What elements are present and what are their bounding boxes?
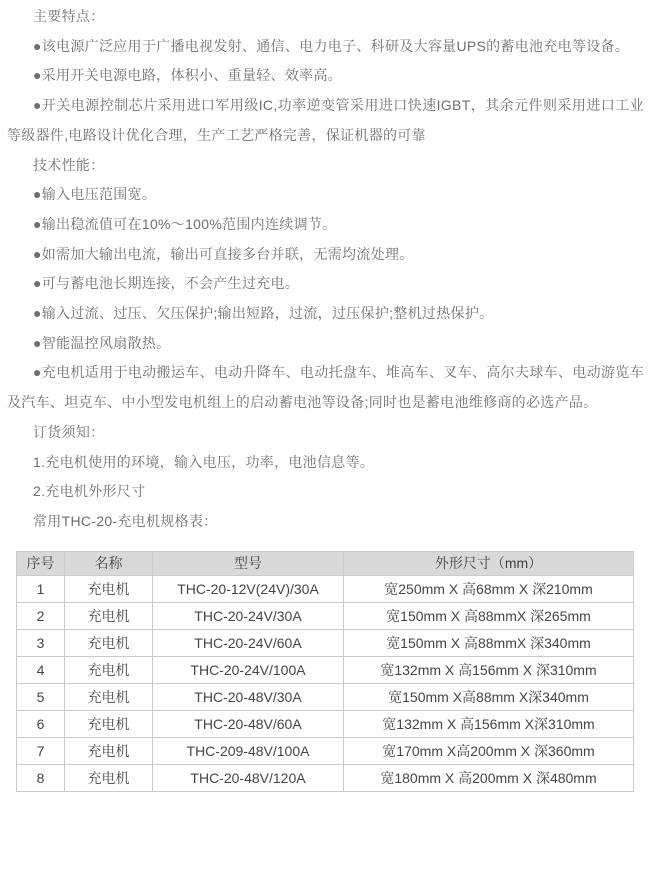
spec-table-caption: 常用THC-20-充电机规格表： <box>33 512 218 529</box>
ordering-item: 1.充电机使用的环境，输入电压，功率，电池信息等。 <box>33 453 375 470</box>
cell-size: 宽150mm X 高88mmX 深340mm <box>344 629 634 656</box>
cell-model: THC-20-48V/30A <box>153 683 344 710</box>
tech-item: ●如需加大输出电流，输出可直接多台并联，无需均流处理。 <box>33 245 414 262</box>
cell-model: THC-20-48V/60A <box>153 710 344 737</box>
cell-index: 6 <box>17 710 65 737</box>
cell-index: 5 <box>17 683 65 710</box>
heading-technical-performance: 技术性能： <box>33 156 105 173</box>
cell-index: 3 <box>17 629 65 656</box>
cell-size: 宽132mm X 高156mm X深310mm <box>344 710 634 737</box>
product-description <box>7 2 644 537</box>
cell-size: 宽132mm X 高156mm X 深310mm <box>344 656 634 683</box>
table-row <box>17 683 634 710</box>
application-item: ●充电机适用于电动搬运车、电动升降车、电动托盘车、堆高车、叉车、高尔夫球车、电动游览车及汽车、坦克车、中小型发电机组上的启动蓄电池等设备;同时也是蓄电池维修商的必选产品。 <box>7 364 644 411</box>
cell-index: 7 <box>17 737 65 764</box>
cell-name: 充电机 <box>65 629 153 656</box>
cell-model: THC-20-24V/100A <box>153 656 344 683</box>
cell-size: 宽170mm X高200mm X 深360mm <box>344 737 634 764</box>
cell-size: 宽180mm X 高200mm X 深480mm <box>344 764 634 791</box>
cell-size: 宽250mm X 高68mm X 深210mm <box>344 575 634 602</box>
col-header-size: 外形尺寸（mm） <box>344 551 634 575</box>
table-row <box>17 629 634 656</box>
tech-item: ●输入电压范围宽。 <box>33 186 157 203</box>
table-row <box>17 764 634 791</box>
ordering-item: 2.充电机外形尺寸 <box>33 483 146 500</box>
cell-name: 充电机 <box>65 710 153 737</box>
cell-index: 4 <box>17 656 65 683</box>
cell-index: 8 <box>17 764 65 791</box>
cell-index: 1 <box>17 575 65 602</box>
cell-name: 充电机 <box>65 575 153 602</box>
cell-name: 充电机 <box>65 656 153 683</box>
cell-size: 宽150mm X 高88mmX 深265mm <box>344 602 634 629</box>
table-row <box>17 710 634 737</box>
spec-table <box>16 551 634 792</box>
col-header-index: 序号 <box>17 551 65 575</box>
feature-item: ●开关电源控制芯片采用进口军用级IC,功率逆变管采用进口快速IGBT，其余元件则采用进口工业等级器件,电路设计优化合理，生产工艺严格完善，保证机器的可靠 <box>7 97 644 143</box>
table-row <box>17 602 634 629</box>
table-row <box>17 575 634 602</box>
cell-model: THC-20-24V/60A <box>153 629 344 656</box>
tech-item: ●输入过流、过压、欠压保护;输出短路，过流，过压保护;整机过热保护。 <box>33 305 494 322</box>
table-row <box>17 656 634 683</box>
cell-index: 2 <box>17 602 65 629</box>
heading-ordering-notes: 订货须知： <box>33 423 105 440</box>
cell-model: THC-20-12V(24V)/30A <box>153 575 344 602</box>
cell-size: 宽150mm X高88mm X深340mm <box>344 683 634 710</box>
tech-item: ●输出稳流值可在10%～100%范围内连续调节。 <box>33 215 337 232</box>
col-header-model: 型号 <box>153 551 344 575</box>
cell-name: 充电机 <box>65 737 153 764</box>
cell-model: THC-20-24V/30A <box>153 602 344 629</box>
feature-item: ●该电源广泛应用于广播电视发射、通信、电力电子、科研及大容量UPS的蓄电池充电等设备。 <box>33 37 630 54</box>
table-row <box>17 737 634 764</box>
cell-name: 充电机 <box>65 764 153 791</box>
col-header-name: 名称 <box>65 551 153 575</box>
heading-main-features: 主要特点： <box>33 8 105 24</box>
cell-name: 充电机 <box>65 602 153 629</box>
tech-item: ●智能温控风扇散热。 <box>33 334 171 351</box>
feature-item: ●采用开关电源电路，体积小、重量轻、效率高。 <box>33 67 343 84</box>
cell-model: THC-20-48V/120A <box>153 764 344 791</box>
table-header-row <box>17 551 634 575</box>
cell-model: THC-209-48V/100A <box>153 737 344 764</box>
cell-name: 充电机 <box>65 683 153 710</box>
tech-item: ●可与蓄电池长期连接，不会产生过充电。 <box>33 275 300 292</box>
